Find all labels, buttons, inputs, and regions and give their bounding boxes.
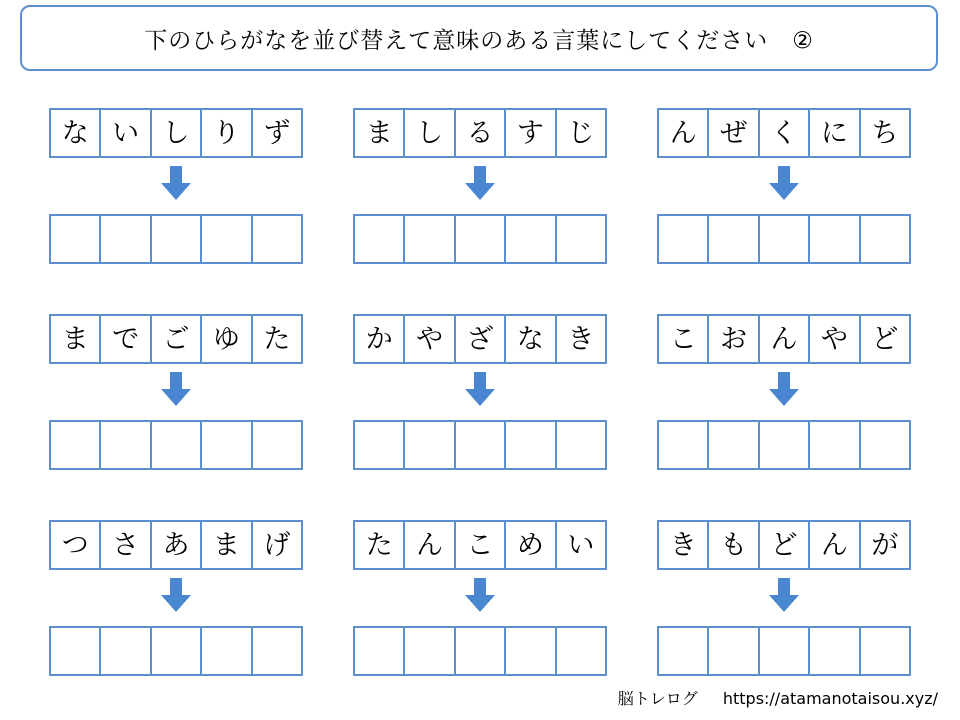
letters-row [657, 520, 911, 570]
answer-cell[interactable] [810, 422, 860, 468]
answer-cell[interactable] [253, 628, 301, 674]
letter-cell: こ [659, 316, 709, 362]
letter-cell: ご [152, 316, 202, 362]
arrow-down-icon [49, 364, 303, 420]
letters-row [657, 314, 911, 364]
answer-cell[interactable] [709, 422, 759, 468]
letter-cell: ず [263, 117, 291, 149]
letter-cell: ぜ [709, 110, 759, 156]
arrow-down-icon [49, 158, 303, 214]
footer-url[interactable]: https://atamanotaisou.xyz/ [722, 689, 938, 708]
answer-cell[interactable] [861, 422, 909, 468]
letter-cell: し [405, 110, 455, 156]
answer-cell[interactable] [202, 216, 252, 262]
letter-cell: く [760, 110, 810, 156]
answer-cell[interactable] [51, 422, 101, 468]
letter-cell: つ [51, 522, 101, 568]
arrow-down-icon [657, 364, 911, 420]
puzzle-3 [657, 108, 911, 264]
answer-cell[interactable] [810, 628, 860, 674]
answer-cell[interactable] [152, 422, 202, 468]
letter-cell: じ [567, 117, 595, 149]
letter-cell: お [709, 316, 759, 362]
letter-cell: た [355, 522, 405, 568]
letter-cell: ち [871, 117, 899, 149]
answer-cell[interactable] [659, 422, 709, 468]
answer-row [657, 420, 911, 470]
letter-cell: ま [355, 110, 405, 156]
letter-cell: ど [760, 522, 810, 568]
letter-cell: に [810, 110, 860, 156]
letters-row [657, 108, 911, 158]
letter-cell: ま [202, 522, 252, 568]
answer-row [657, 626, 911, 676]
letters-row [49, 108, 303, 158]
answer-cell[interactable] [557, 628, 605, 674]
answer-cell[interactable] [101, 216, 151, 262]
arrow-down-icon [353, 570, 607, 626]
answer-cell[interactable] [405, 628, 455, 674]
arrow-down-icon [657, 570, 911, 626]
letter-cell: ざ [456, 316, 506, 362]
puzzle-5 [353, 314, 607, 470]
puzzle-8 [353, 520, 607, 676]
answer-cell[interactable] [760, 422, 810, 468]
puzzle-6 [657, 314, 911, 470]
title-text: 下のひらがなを並び替えて意味のある言葉にしてください ② [144, 27, 814, 54]
arrow-down-icon [353, 364, 607, 420]
answer-cell[interactable] [253, 216, 301, 262]
letter-cell: げ [263, 529, 291, 561]
letter-cell: も [709, 522, 759, 568]
letter-cell: で [101, 316, 151, 362]
puzzle-9 [657, 520, 911, 676]
letter-cell: ん [810, 522, 860, 568]
letter-cell: き [659, 522, 709, 568]
letter-cell: ん [760, 316, 810, 362]
letter-cell: き [567, 323, 595, 355]
letter-cell: し [152, 110, 202, 156]
answer-row [353, 214, 607, 264]
letter-cell: た [263, 323, 291, 355]
letter-cell: り [202, 110, 252, 156]
puzzle-7 [49, 520, 303, 676]
letter-cell: な [506, 316, 556, 362]
letters-row [353, 520, 607, 570]
answer-cell[interactable] [557, 216, 605, 262]
letter-cell: ど [871, 323, 899, 355]
letter-cell: な [51, 110, 101, 156]
letter-cell: や [405, 316, 455, 362]
answer-row [49, 214, 303, 264]
answer-cell[interactable] [253, 422, 301, 468]
answer-cell[interactable] [659, 216, 709, 262]
answer-cell[interactable] [709, 216, 759, 262]
answer-cell[interactable] [760, 216, 810, 262]
answer-cell[interactable] [506, 422, 556, 468]
letters-row [49, 520, 303, 570]
letters-row [353, 314, 607, 364]
letter-cell: が [871, 529, 899, 561]
letters-row [353, 108, 607, 158]
letter-cell: ゆ [202, 316, 252, 362]
answer-cell[interactable] [557, 422, 605, 468]
answer-row [657, 214, 911, 264]
answer-cell[interactable] [405, 216, 455, 262]
answer-row [49, 626, 303, 676]
letter-cell: め [506, 522, 556, 568]
letter-cell: や [810, 316, 860, 362]
arrow-down-icon [657, 158, 911, 214]
letter-cell: こ [456, 522, 506, 568]
answer-cell[interactable] [355, 216, 405, 262]
letter-cell: ん [405, 522, 455, 568]
answer-cell[interactable] [861, 628, 909, 674]
answer-cell[interactable] [355, 628, 405, 674]
letters-row [49, 314, 303, 364]
answer-cell[interactable] [659, 628, 709, 674]
answer-cell[interactable] [152, 628, 202, 674]
arrow-down-icon [353, 158, 607, 214]
answer-cell[interactable] [810, 216, 860, 262]
answer-cell[interactable] [101, 422, 151, 468]
answer-cell[interactable] [51, 628, 101, 674]
puzzle-2 [353, 108, 607, 264]
answer-cell[interactable] [709, 628, 759, 674]
letter-cell: さ [101, 522, 151, 568]
answer-cell[interactable] [101, 628, 151, 674]
letter-cell: ん [659, 110, 709, 156]
answer-row [353, 626, 607, 676]
answer-cell[interactable] [202, 422, 252, 468]
letter-cell: あ [152, 522, 202, 568]
answer-cell[interactable] [456, 422, 506, 468]
page-title [20, 5, 938, 71]
letter-cell: い [567, 529, 595, 561]
answer-cell[interactable] [861, 216, 909, 262]
letter-cell: か [355, 316, 405, 362]
answer-cell[interactable] [405, 422, 455, 468]
answer-cell[interactable] [152, 216, 202, 262]
answer-row [353, 420, 607, 470]
puzzle-1 [49, 108, 303, 264]
arrow-down-icon [49, 570, 303, 626]
letter-cell: る [456, 110, 506, 156]
footer [618, 686, 938, 709]
answer-cell[interactable] [506, 216, 556, 262]
answer-row [49, 420, 303, 470]
answer-cell[interactable] [202, 628, 252, 674]
answer-cell[interactable] [760, 628, 810, 674]
puzzle-4 [49, 314, 303, 470]
footer-brand: 脳トレログ [617, 689, 698, 708]
answer-cell[interactable] [355, 422, 405, 468]
letter-cell: す [506, 110, 556, 156]
answer-cell[interactable] [456, 216, 506, 262]
answer-cell[interactable] [456, 628, 506, 674]
letter-cell: ま [51, 316, 101, 362]
letter-cell: い [101, 110, 151, 156]
answer-cell[interactable] [51, 216, 101, 262]
answer-cell[interactable] [506, 628, 556, 674]
